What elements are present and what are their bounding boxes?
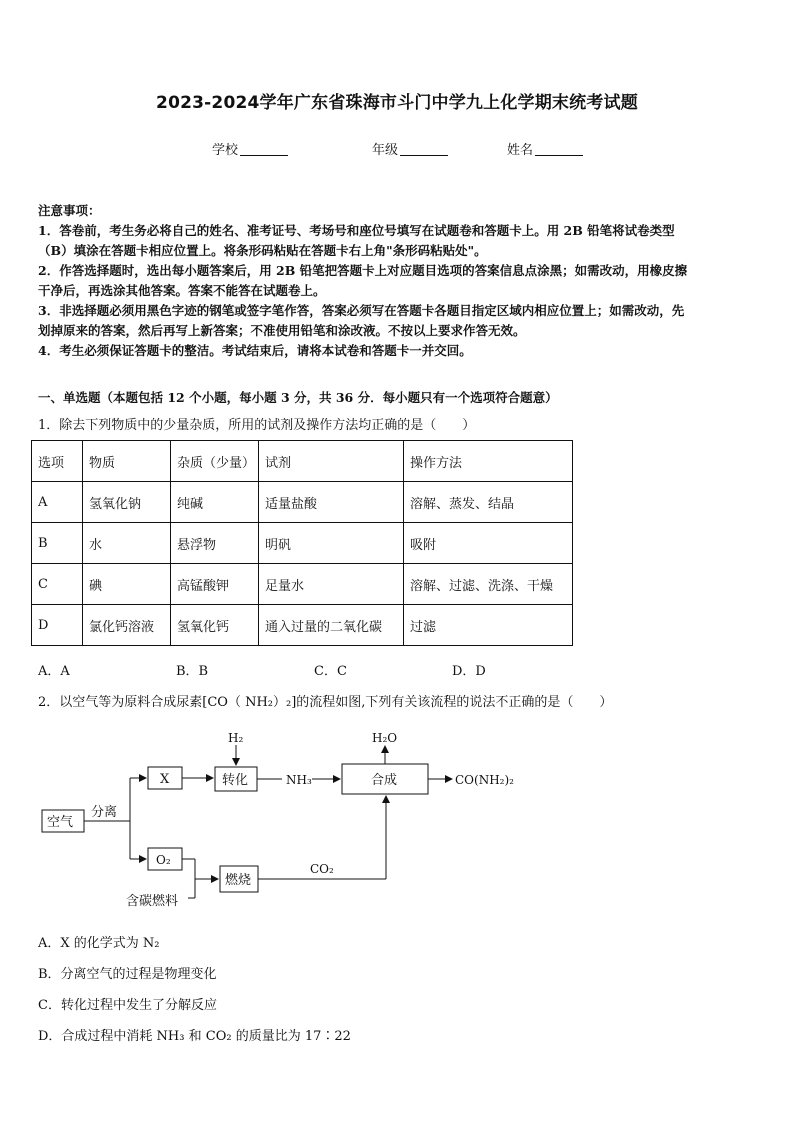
table-cell: 水 bbox=[83, 523, 171, 564]
q2-option-b: B．分离空气的过程是物理变化 bbox=[38, 967, 217, 982]
convert-label: 转化 bbox=[222, 773, 249, 788]
notice-line: 干净后，再选涂其他答案。答案不能答在试题卷上。 bbox=[38, 283, 326, 298]
table-cell: D bbox=[32, 605, 83, 646]
nh3-label: NH₃ bbox=[286, 773, 312, 787]
x-label: X bbox=[160, 772, 170, 787]
notice-line: 2．作答选择题时，选出每小题答案后，用 2B 铅笔把答题卡上对应题目选项的答案信息点涂黑；如需改动，用橡皮擦 bbox=[38, 263, 688, 278]
table-cell: 通入过量的二氧化碳 bbox=[259, 605, 404, 646]
notice-line: 划掉原来的答案，然后再写上新答案；不准使用铅笔和涂改液。不按以上要求作答无效。 bbox=[38, 323, 526, 338]
table-cell: 溶解、蒸发、结晶 bbox=[404, 482, 573, 523]
table-cell: 足量水 bbox=[259, 564, 404, 605]
q2-option-c: C．转化过程中发生了分解反应 bbox=[38, 998, 217, 1013]
table-cell: B bbox=[32, 523, 83, 564]
choice-b: B．B bbox=[176, 664, 209, 679]
table-header-cell: 试剂 bbox=[259, 441, 404, 482]
section-heading: 一、单选题（本题包括 12 个小题，每小题 3 分，共 36 分．每小题只有一个选项符合题意） bbox=[38, 390, 558, 405]
table-cell: 溶解、过滤、洗涤、干燥 bbox=[404, 564, 573, 605]
air-label: 空气 bbox=[47, 815, 74, 830]
table-header-cell: 选项 bbox=[32, 441, 83, 482]
notice-line: 3．非选择题必须用黑色字迹的钢笔或签字笔作答，答案必须写在答题卡各题目指定区域内相应位置上；如需改动，先 bbox=[38, 303, 685, 318]
q2-option-a: A．X 的化学式为 N₂ bbox=[38, 936, 160, 951]
fuel-label: 含碳燃料 bbox=[126, 894, 179, 909]
table-cell: A bbox=[32, 482, 83, 523]
synth-label: 合成 bbox=[371, 773, 398, 788]
table-cell: C bbox=[32, 564, 83, 605]
notice-line: 1．答卷前，考生务必将自己的姓名、准考证号、考场号和座位号填写在试题卷和答题卡上。用 2B 铅笔将试卷类型 bbox=[38, 223, 675, 238]
table-cell: 明矾 bbox=[259, 523, 404, 564]
table-header-cell: 物质 bbox=[83, 441, 171, 482]
grade-label: 年级 bbox=[372, 143, 399, 158]
product-label: CO(NH₂)₂ bbox=[455, 773, 514, 787]
table-cell: 氯化钙溶液 bbox=[83, 605, 171, 646]
co2-label: CO₂ bbox=[310, 862, 334, 876]
notice-line: 4．考生必须保证答题卡的整洁。考试结束后，请将本试卷和答题卡一并交回。 bbox=[38, 343, 472, 358]
notice-heading: 注意事项： bbox=[38, 203, 101, 218]
table-cell: 高锰酸钾 bbox=[171, 564, 259, 605]
burn-label: 燃烧 bbox=[225, 873, 252, 888]
separate-label: 分离 bbox=[91, 805, 118, 820]
q2-option-d: D．合成过程中消耗 NH₃ 和 CO₂ 的质量比为 17∶22 bbox=[38, 1029, 351, 1044]
o2-label: O₂ bbox=[156, 853, 171, 867]
choice-a: A．A bbox=[38, 664, 70, 679]
table-cell: 碘 bbox=[83, 564, 171, 605]
table-cell: 氢氧化钠 bbox=[83, 482, 171, 523]
table-header-cell: 杂质（少量） bbox=[171, 441, 259, 482]
table-cell: 悬浮物 bbox=[171, 523, 259, 564]
table-cell: 过滤 bbox=[404, 605, 573, 646]
table-cell: 适量盐酸 bbox=[259, 482, 404, 523]
question-1-stem: 1．除去下列物质中的少量杂质，所用的试剂及操作方法均正确的是（ ） bbox=[38, 418, 476, 433]
choice-d: D．D bbox=[452, 664, 486, 679]
question-2-stem: 2．以空气等为原料合成尿素[CO（ NH₂）₂]的流程如图,下列有关该流程的说法不正确的是（ ） bbox=[38, 695, 613, 710]
h2-label: H₂ bbox=[228, 731, 244, 745]
table-cell: 吸附 bbox=[404, 523, 573, 564]
choice-c: C．C bbox=[314, 664, 347, 679]
table-header-cell: 操作方法 bbox=[404, 441, 573, 482]
exam-title: 2023-2024学年广东省珠海市斗门中学九上化学期末统考试题 bbox=[156, 93, 638, 113]
table-cell: 纯碱 bbox=[171, 482, 259, 523]
table-cell: 氢氧化钙 bbox=[171, 605, 259, 646]
name-label: 姓名 bbox=[507, 143, 534, 158]
h2o-label: H₂O bbox=[372, 731, 398, 745]
notice-line: （B）填涂在答题卡相应位置上。将条形码粘贴在答题卡右上角"条形码粘贴处"。 bbox=[38, 243, 487, 258]
school-label: 学校 bbox=[212, 143, 239, 158]
